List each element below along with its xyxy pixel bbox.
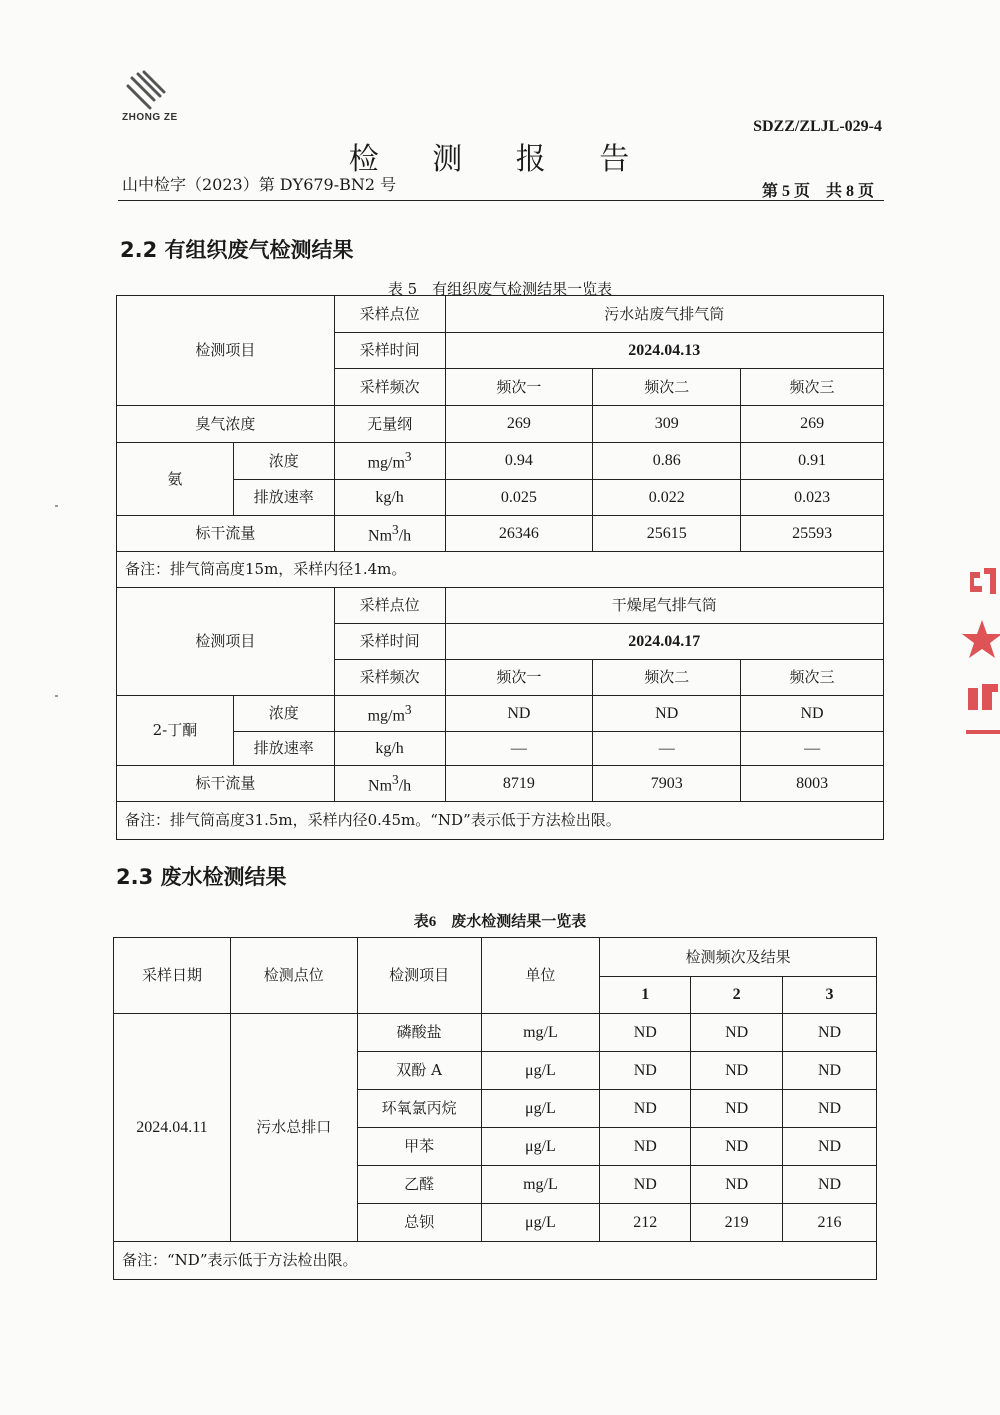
row-value: 219: [691, 1204, 783, 1242]
flow2-value-3: 8003: [741, 766, 884, 802]
seal-stamp-icon: [962, 560, 1000, 750]
label-time: 采样时间: [334, 333, 445, 369]
table-row: [114, 1014, 877, 1052]
row-value: ND: [783, 1166, 877, 1204]
label-item: 检测项目: [117, 296, 335, 406]
row-unit: μg/L: [481, 1090, 600, 1128]
row-unit: μg/L: [481, 1204, 600, 1242]
flow1-unit: Nm$^3$/h: [334, 516, 445, 552]
hdr-results: 检测频次及结果: [600, 938, 877, 977]
row-value: ND: [600, 1128, 691, 1166]
row-value: ND: [691, 1052, 783, 1090]
row-unit: μg/L: [481, 1052, 600, 1090]
ammonia-conc-2: 0.86: [593, 443, 741, 480]
flow1-label: 标干流量: [117, 516, 335, 552]
row-item: 乙醛: [357, 1166, 481, 1204]
odor-value-1: 269: [445, 406, 593, 443]
butanone-conc-3: ND: [741, 696, 884, 732]
butanone-rate-3: —: [741, 732, 884, 766]
table5-caption: 表 5 有组织废气检测结果一览表: [387, 280, 613, 298]
row-item: 甲苯: [357, 1128, 481, 1166]
row-item: 总钡: [357, 1204, 481, 1242]
row-item: 双酚 A: [357, 1052, 481, 1090]
butanone-conc-label: 浓度: [233, 696, 334, 732]
label-point: 采样点位: [334, 296, 445, 333]
sample-date: 2024.04.11: [114, 1014, 231, 1242]
butanone-conc-unit: $mg/m^3$: [334, 696, 445, 732]
block2-freq-2: 频次二: [593, 660, 741, 696]
hdr-unit: 单位: [481, 938, 600, 1014]
label-item-2: 检测项目: [117, 588, 335, 696]
document-code: SDZZ/ZLJL-029-4: [753, 118, 882, 135]
butanone-rate-label: 排放速率: [233, 732, 334, 766]
odor-value-2: 309: [593, 406, 741, 443]
block1-note: 备注：排气筒高度15m，采样内径1.4m。: [117, 552, 884, 588]
scan-mark: [55, 695, 58, 697]
ammonia-rate-unit: kg/h: [334, 480, 445, 516]
odor-label: 臭气浓度: [117, 406, 335, 443]
row-value: ND: [691, 1128, 783, 1166]
block1-freq-2: 频次二: [593, 369, 741, 406]
table6-wastewater: [113, 937, 877, 1280]
report-title: 检 测 报 告: [348, 142, 652, 177]
table5-organized-exhaust: [116, 295, 884, 840]
row-value: ND: [783, 1128, 877, 1166]
section-heading-2-3: 2.3 废水检测结果: [116, 865, 287, 889]
label-freq-2: 采样频次: [334, 660, 445, 696]
row-value: ND: [600, 1090, 691, 1128]
ammonia-rate-2: 0.022: [593, 480, 741, 516]
hdr-freq-1: 1: [600, 977, 691, 1014]
row-item: 环氧氯丙烷: [357, 1090, 481, 1128]
block1-date: 2024.04.13: [445, 333, 883, 369]
row-value: ND: [691, 1090, 783, 1128]
butanone-label: 2-丁酮: [117, 696, 234, 766]
report-number: 山中检字（2023）第 DY679-BN2 号: [122, 175, 397, 194]
table6-note: 备注：“ND”表示低于方法检出限。: [114, 1242, 877, 1280]
row-value: ND: [783, 1090, 877, 1128]
ammonia-conc-3: 0.91: [741, 443, 884, 480]
seal-stamp-fragment: [962, 560, 1000, 750]
row-value: ND: [600, 1014, 691, 1052]
logo-stripes-icon: [120, 70, 180, 114]
block1-freq-3: 频次三: [741, 369, 884, 406]
odor-unit: 无量纲: [334, 406, 445, 443]
butanone-rate-unit: kg/h: [334, 732, 445, 766]
hdr-freq-2: 2: [691, 977, 783, 1014]
block1-freq-1: 频次一: [445, 369, 593, 406]
butanone-rate-1: —: [445, 732, 593, 766]
ammonia-conc-unit: $mg/m^3$: [334, 443, 445, 480]
row-value: ND: [600, 1052, 691, 1090]
butanone-conc-1: ND: [445, 696, 593, 732]
hdr-point: 检测点位: [230, 938, 357, 1014]
flow2-value-1: 8719: [445, 766, 593, 802]
row-value: ND: [691, 1014, 783, 1052]
ammonia-rate-1: 0.025: [445, 480, 593, 516]
block2-freq-3: 频次三: [741, 660, 884, 696]
table6-caption: 表6 废水检测结果一览表: [413, 914, 587, 930]
ammonia-label: 氨: [117, 443, 234, 516]
page-indicator: 第 5 页 共 8 页: [761, 183, 874, 200]
scan-mark: [55, 505, 58, 507]
flow1-value-2: 25615: [593, 516, 741, 552]
hdr-date: 采样日期: [114, 938, 231, 1014]
header-divider: [118, 200, 884, 201]
section-heading-2-2: 2.2 有组织废气检测结果: [120, 238, 354, 262]
sample-point: 污水总排口: [230, 1014, 357, 1242]
flow1-value-1: 26346: [445, 516, 593, 552]
block2-freq-1: 频次一: [445, 660, 593, 696]
block2-note: 备注：排气筒高度31.5m，采样内径0.45m。“ND”表示低于方法检出限。: [117, 802, 884, 840]
row-value: 212: [600, 1204, 691, 1242]
row-value: 216: [783, 1204, 877, 1242]
block2-point: 干燥尾气排气筒: [445, 588, 883, 624]
flow2-value-2: 7903: [593, 766, 741, 802]
butanone-rate-2: —: [593, 732, 741, 766]
row-item: 磷酸盐: [357, 1014, 481, 1052]
block1-point: 污水站废气排气筒: [445, 296, 883, 333]
flow1-value-3: 25593: [741, 516, 884, 552]
row-unit: mg/L: [481, 1014, 600, 1052]
label-time-2: 采样时间: [334, 624, 445, 660]
ammonia-conc-1: 0.94: [445, 443, 593, 480]
flow2-label: 标干流量: [117, 766, 335, 802]
row-value: ND: [600, 1166, 691, 1204]
row-unit: μg/L: [481, 1128, 600, 1166]
ammonia-rate-label: 排放速率: [233, 480, 334, 516]
odor-value-3: 269: [741, 406, 884, 443]
company-logo: [120, 70, 190, 130]
logo-text: ZHONG ZE: [122, 112, 178, 123]
ammonia-conc-label: 浓度: [233, 443, 334, 480]
flow2-unit: Nm$^3$/h: [334, 766, 445, 802]
label-freq: 采样频次: [334, 369, 445, 406]
row-value: ND: [783, 1014, 877, 1052]
block2-date: 2024.04.17: [445, 624, 883, 660]
hdr-freq-3: 3: [783, 977, 877, 1014]
hdr-item: 检测项目: [357, 938, 481, 1014]
row-unit: mg/L: [481, 1166, 600, 1204]
row-value: ND: [691, 1166, 783, 1204]
label-point-2: 采样点位: [334, 588, 445, 624]
row-value: ND: [783, 1052, 877, 1090]
ammonia-rate-3: 0.023: [741, 480, 884, 516]
butanone-conc-2: ND: [593, 696, 741, 732]
